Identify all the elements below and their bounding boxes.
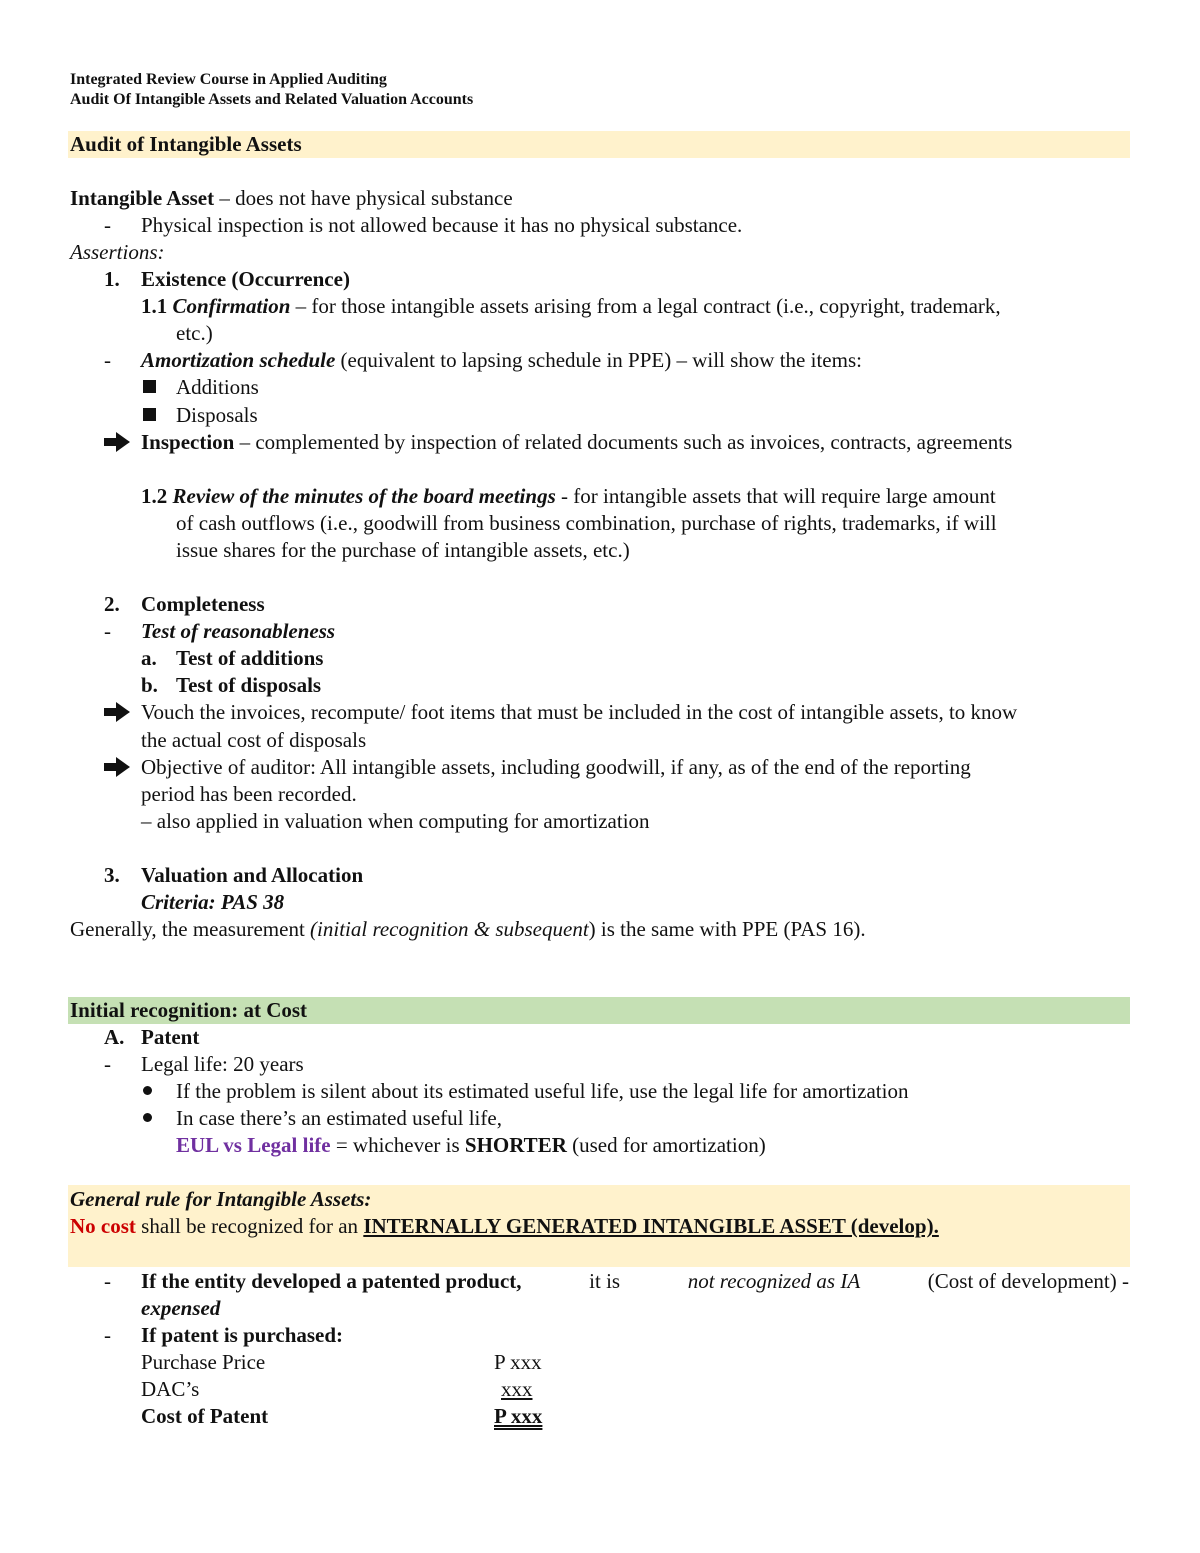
developed-term: If the entity developed a patented product, [141, 1269, 522, 1293]
dash-marker: - [104, 348, 111, 372]
definition-term: Intangible Asset [70, 186, 215, 210]
cost-total-value: P xxx [494, 1404, 543, 1428]
eul-text: = whichever is [330, 1133, 465, 1157]
confirmation-text-cont: etc.) [176, 321, 213, 345]
vouch-line: Vouch the invoices, recompute/ foot items that must be included in the cost of intangible assets, to know [141, 700, 1018, 724]
arrow-right-icon [103, 699, 131, 726]
list-letter-A: A. [104, 1025, 125, 1049]
measurement-text-end: ) is the same with PPE (PAS 16). [588, 917, 866, 941]
list-letter-a: a. [141, 646, 157, 670]
cost-row-value: xxx [501, 1377, 533, 1401]
shorter-term: SHORTER [464, 1133, 567, 1157]
review-minutes-line [141, 483, 996, 510]
confirmation-line [141, 293, 1001, 320]
section-title-audit: Audit of Intangible Assets [70, 132, 302, 156]
additions-item: Additions [176, 375, 259, 399]
legal-life: Legal life: 20 years [141, 1052, 304, 1076]
developed-text-end: (Cost of development) - [927, 1269, 1129, 1293]
inspection-text: – complemented by inspection of related documents such as invoices, contracts, agreements [234, 430, 1013, 454]
measurement-line [70, 916, 866, 943]
review-text-cont: issue shares for the purchase of intangible assets, etc.) [176, 538, 630, 562]
confirmation-term: Confirmation [172, 294, 291, 318]
dash-marker: - [104, 619, 111, 643]
completeness-heading: Completeness [141, 592, 265, 616]
not-recognized-term: not recognized as IA [687, 1269, 861, 1293]
definition-line [70, 185, 513, 212]
cost-row-label: Purchase Price [141, 1350, 266, 1374]
course-title: Integrated Review Course in Applied Auditing [70, 71, 387, 88]
square-bullet-icon [143, 374, 156, 401]
objective-note: – also applied in valuation when computing for amortization [141, 809, 650, 833]
list-letter-b: b. [141, 673, 158, 697]
dash-marker: - [104, 1323, 111, 1347]
measurement-text: Generally, the measurement [70, 917, 311, 941]
amortization-line [141, 347, 862, 374]
test-disposals: Test of disposals [176, 673, 322, 697]
arrow-right-icon [103, 429, 131, 456]
eul-text-end: (used for amortization) [566, 1133, 766, 1157]
cost-total-label: Cost of Patent [141, 1404, 269, 1428]
general-rule-text: shall be recognized for an [135, 1214, 364, 1238]
bullet-estimated-life: In case there’s an estimated useful life, [176, 1106, 502, 1130]
list-number-2: 2. [104, 592, 120, 616]
amortization-term: Amortization schedule [141, 348, 336, 372]
amortization-text: (equivalent to lapsing schedule in PPE) – will show the items: [335, 348, 862, 372]
list-number-3: 3. [104, 863, 120, 887]
internally-generated-term: INTERNALLY GENERATED INTANGIBLE ASSET (develop). [363, 1214, 939, 1238]
review-number: 1.2 [141, 484, 168, 508]
square-bullet-icon [143, 402, 156, 429]
list-number-1: 1. [104, 267, 120, 291]
eul-term: EUL vs Legal life [176, 1133, 331, 1157]
section-title-initial: Initial recognition: at Cost [70, 998, 308, 1022]
inspection-term: Inspection [141, 430, 235, 454]
bullet-dot-icon [143, 1105, 152, 1132]
criteria-label: Criteria: PAS 38 [141, 890, 285, 914]
patent-heading: Patent [141, 1025, 200, 1049]
dash-marker: - [104, 213, 111, 237]
bullet-silent-life: If the problem is silent about its estimated useful life, use the legal life for amortization [176, 1079, 909, 1103]
expensed-term: expensed [141, 1296, 221, 1320]
review-term: Review of the minutes of the board meetings [172, 484, 556, 508]
dash-marker: - [104, 1269, 111, 1293]
developed-line [141, 1268, 1129, 1295]
assertions-label: Assertions: [70, 240, 165, 264]
cost-row-value: P xxx [494, 1350, 542, 1374]
developed-text: it is [589, 1269, 621, 1293]
disposals-item: Disposals [176, 403, 258, 427]
general-rule-title: General rule for Intangible Assets: [70, 1187, 372, 1211]
eul-vs-legal-line [176, 1132, 766, 1159]
review-text-cont: of cash outflows (i.e., goodwill from business combination, purchase of rights, trademarks, if will [176, 511, 997, 535]
cost-row-label: DAC’s [141, 1377, 200, 1401]
subject-title: Audit Of Intangible Assets and Related Valuation Accounts [70, 91, 474, 108]
dash-marker: - [104, 1052, 111, 1076]
objective-text: Objective of auditor: All intangible assets, including goodwill, if any, as of the end of the reporting [141, 755, 971, 779]
valuation-heading: Valuation and Allocation [141, 863, 364, 887]
objective-line-cont: period has been recorded. [141, 782, 357, 806]
test-additions: Test of additions [176, 646, 324, 670]
vouch-line-cont: the actual cost of disposals [141, 728, 367, 752]
measurement-italic: (initial recognition & subsequent [310, 917, 589, 941]
purchased-heading: If patent is purchased: [141, 1323, 344, 1347]
inspection-note: Physical inspection is not allowed because it has no physical substance. [141, 213, 743, 237]
general-rule-line [70, 1213, 939, 1240]
no-cost-term: No cost [70, 1214, 136, 1238]
inspection-line [141, 429, 1012, 456]
bullet-dot-icon [143, 1078, 152, 1105]
confirmation-text: – for those intangible assets arising from a legal contract (i.e., copyright, trademark, [290, 294, 1001, 318]
review-text: - for intangible assets that will require large amount [555, 484, 996, 508]
confirmation-number: 1.1 [141, 294, 168, 318]
objective-line [141, 754, 1127, 781]
definition-text: – does not have physical substance [214, 186, 513, 210]
existence-heading: Existence (Occurrence) [141, 267, 350, 291]
test-reasonableness: Test of reasonableness [141, 619, 336, 643]
arrow-right-icon [103, 754, 131, 781]
